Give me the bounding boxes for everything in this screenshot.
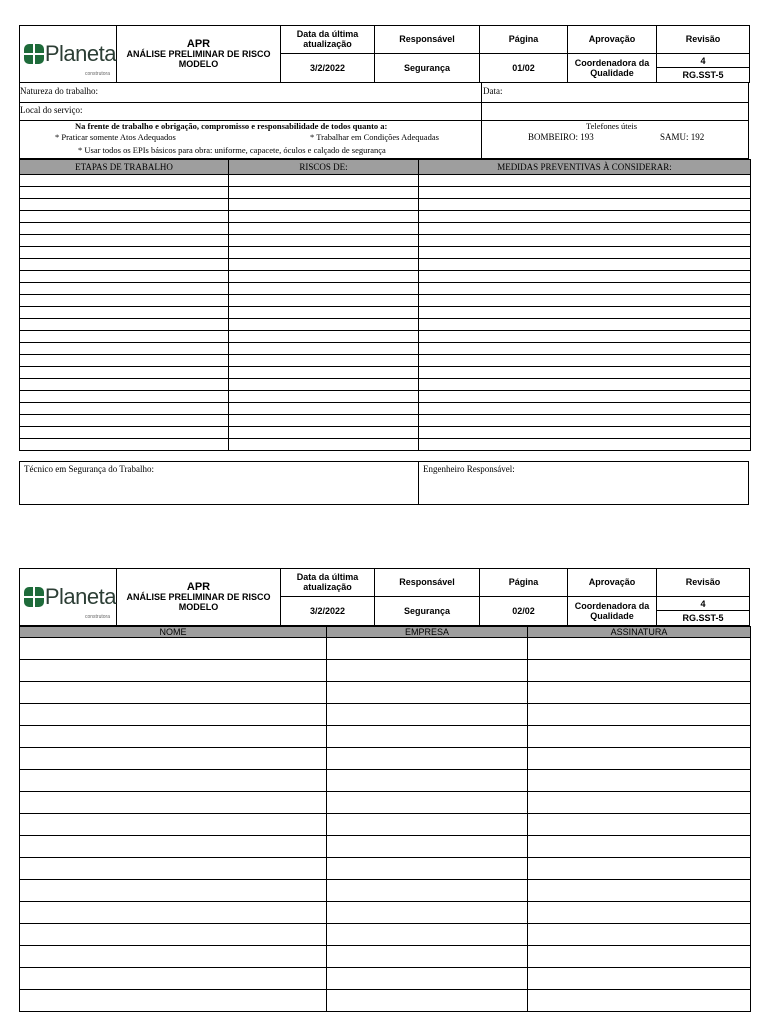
logo-mark-icon — [24, 44, 41, 64]
table-cell[interactable] — [327, 814, 528, 836]
header-page-1 — [19, 25, 750, 83]
table-cell[interactable] — [327, 682, 528, 704]
bombeiro-phone: BOMBEIRO: 193 — [528, 132, 594, 142]
table-cell[interactable] — [229, 175, 419, 187]
table-cell[interactable] — [419, 367, 751, 379]
logo-wordmark: Planeta — [44, 41, 116, 66]
aprovacao-label: Aprovação — [568, 26, 657, 54]
table-row — [20, 638, 751, 660]
table-cell[interactable] — [20, 858, 327, 880]
table-row — [20, 187, 751, 199]
table-cell[interactable] — [20, 379, 229, 391]
table-cell[interactable] — [419, 307, 751, 319]
table-cell[interactable] — [229, 379, 419, 391]
revisao-label: Revisão — [657, 569, 750, 597]
local-label: Local do serviço: — [20, 105, 83, 115]
table-cell[interactable] — [229, 391, 419, 403]
table-cell[interactable] — [20, 235, 229, 247]
obrigacao-item-1: * Praticar somente Atos Adequados — [55, 132, 176, 142]
natureza-row — [19, 83, 749, 103]
table-row — [20, 211, 751, 223]
telefones-title: Telefones úteis — [586, 121, 638, 131]
table-row — [20, 199, 751, 211]
table-row — [20, 770, 751, 792]
table-cell[interactable] — [419, 247, 751, 259]
table-cell[interactable] — [419, 439, 751, 451]
aprovacao-label: Aprovação — [568, 569, 657, 597]
engenheiro-signature-box[interactable] — [418, 461, 749, 505]
table-row — [20, 175, 751, 187]
table-row — [20, 836, 751, 858]
table-cell[interactable] — [528, 968, 751, 990]
table-cell[interactable] — [20, 638, 327, 660]
table-row — [20, 660, 751, 682]
table-cell[interactable] — [419, 319, 751, 331]
table-cell[interactable] — [327, 990, 528, 1012]
responsavel-value: Segurança — [375, 596, 480, 625]
table-row — [20, 704, 751, 726]
table-cell[interactable] — [419, 295, 751, 307]
obrigacao-item-3: * Usar todos os EPIs básicos para obra: uniforme, capacete, óculos e calçado de segurança — [78, 145, 386, 155]
table-row — [20, 814, 751, 836]
table-row — [20, 295, 751, 307]
logo — [20, 569, 117, 626]
table-cell[interactable] — [20, 331, 229, 343]
table-cell[interactable] — [229, 235, 419, 247]
document-title: APR ANÁLISE PRELIMINAR DE RISCO MODELO — [117, 569, 281, 626]
table-row — [20, 391, 751, 403]
table-row — [20, 223, 751, 235]
table-row — [20, 902, 751, 924]
table-cell[interactable] — [229, 211, 419, 223]
table-row — [20, 792, 751, 814]
table-cell[interactable] — [20, 283, 229, 295]
table-cell[interactable] — [528, 660, 751, 682]
table-cell[interactable] — [229, 247, 419, 259]
table-cell[interactable] — [528, 704, 751, 726]
table-cell[interactable] — [20, 199, 229, 211]
table-row — [20, 367, 751, 379]
table-cell[interactable] — [327, 748, 528, 770]
table-cell[interactable] — [20, 946, 327, 968]
table-cell[interactable] — [20, 902, 327, 924]
table-cell[interactable] — [528, 792, 751, 814]
table-cell[interactable] — [327, 858, 528, 880]
table-cell[interactable] — [419, 223, 751, 235]
table-cell[interactable] — [229, 295, 419, 307]
engenheiro-label: Engenheiro Responsável: — [423, 464, 515, 474]
date-label: Data da última atualização — [281, 26, 375, 54]
table-cell[interactable] — [20, 968, 327, 990]
table-row — [20, 343, 751, 355]
table-cell[interactable] — [419, 403, 751, 415]
samu-phone: SAMU: 192 — [660, 132, 705, 142]
table-cell[interactable] — [20, 367, 229, 379]
table-cell[interactable] — [419, 331, 751, 343]
table-cell[interactable] — [229, 187, 419, 199]
table-cell[interactable] — [327, 902, 528, 924]
table-cell[interactable] — [229, 403, 419, 415]
table-cell[interactable] — [327, 770, 528, 792]
table-cell[interactable] — [419, 271, 751, 283]
table-cell[interactable] — [20, 682, 327, 704]
responsavel-label: Responsável — [375, 569, 480, 597]
table-cell[interactable] — [327, 946, 528, 968]
table-cell[interactable] — [229, 355, 419, 367]
logo-subtitle: construtora — [84, 71, 110, 77]
table-cell[interactable] — [229, 367, 419, 379]
table-cell[interactable] — [419, 211, 751, 223]
column-medidas: MEDIDAS PREVENTIVAS À CONSIDERAR: — [419, 160, 751, 175]
table-cell[interactable] — [229, 199, 419, 211]
table-cell[interactable] — [528, 990, 751, 1012]
date-value: 3/2/2022 — [281, 596, 375, 625]
table-row — [20, 259, 751, 271]
table-cell[interactable] — [528, 946, 751, 968]
date-value: 3/2/2022 — [281, 53, 375, 82]
table-row — [20, 968, 751, 990]
table-cell[interactable] — [419, 355, 751, 367]
table-cell[interactable] — [528, 814, 751, 836]
document-code: RG.SST-5 — [657, 611, 750, 626]
table-cell[interactable] — [419, 187, 751, 199]
table-cell[interactable] — [419, 379, 751, 391]
table-cell[interactable] — [528, 880, 751, 902]
table-cell[interactable] — [20, 187, 229, 199]
table-cell[interactable] — [419, 415, 751, 427]
table-row — [20, 439, 751, 451]
table-cell[interactable] — [419, 175, 751, 187]
pagina-value: 01/02 — [480, 53, 568, 82]
table-cell[interactable] — [20, 439, 229, 451]
table-row — [20, 924, 751, 946]
aprovacao-value: Coordenadora da Qualidade — [568, 53, 657, 82]
table-row — [20, 319, 751, 331]
table-cell[interactable] — [20, 403, 229, 415]
table-cell[interactable] — [528, 638, 751, 660]
table-row — [20, 283, 751, 295]
table-cell[interactable] — [20, 355, 229, 367]
attendance-table — [19, 626, 751, 1012]
table-cell[interactable] — [229, 283, 419, 295]
table-row — [20, 946, 751, 968]
data-label: Data: — [483, 86, 503, 96]
table-row — [20, 726, 751, 748]
table-row — [20, 748, 751, 770]
obrigacao-title: Na frente de trabalho e obrigação, compromisso e responsabilidade de todos quanto a: — [75, 121, 388, 131]
table-cell[interactable] — [229, 223, 419, 235]
table-cell[interactable] — [419, 235, 751, 247]
table-row — [20, 427, 751, 439]
table-cell[interactable] — [528, 858, 751, 880]
table-cell[interactable] — [20, 319, 229, 331]
table-cell[interactable] — [528, 682, 751, 704]
document-title: APR ANÁLISE PRELIMINAR DE RISCO MODELO — [117, 26, 281, 83]
table-cell[interactable] — [327, 836, 528, 858]
column-empresa: EMPRESA — [327, 627, 528, 638]
table-cell[interactable] — [327, 924, 528, 946]
table-cell[interactable] — [327, 660, 528, 682]
table-cell[interactable] — [20, 247, 229, 259]
table-cell[interactable] — [327, 968, 528, 990]
table-cell[interactable] — [327, 880, 528, 902]
table-cell[interactable] — [20, 924, 327, 946]
logo-subtitle: construtora — [84, 614, 110, 620]
table-cell[interactable] — [20, 748, 327, 770]
table-cell[interactable] — [327, 726, 528, 748]
table-row — [20, 682, 751, 704]
table-row — [20, 235, 751, 247]
table-row — [20, 990, 751, 1012]
pagina-value: 02/02 — [480, 596, 568, 625]
table-cell[interactable] — [20, 307, 229, 319]
table-cell[interactable] — [419, 391, 751, 403]
table-cell[interactable] — [20, 726, 327, 748]
revisao-value: 4 — [657, 53, 750, 68]
table-cell[interactable] — [20, 814, 327, 836]
table-cell[interactable] — [419, 259, 751, 271]
table-cell[interactable] — [20, 259, 229, 271]
table-cell[interactable] — [229, 307, 419, 319]
table-cell[interactable] — [528, 748, 751, 770]
table-row — [20, 355, 751, 367]
revisao-value: 4 — [657, 596, 750, 611]
local-row — [19, 103, 749, 121]
responsavel-value: Segurança — [375, 53, 480, 82]
table-cell[interactable] — [327, 792, 528, 814]
table-row — [20, 415, 751, 427]
table-row — [20, 858, 751, 880]
table-cell[interactable] — [20, 770, 327, 792]
tecnico-signature-box[interactable] — [19, 461, 419, 505]
header-page-2 — [19, 568, 750, 626]
table-cell[interactable] — [229, 319, 419, 331]
table-cell[interactable] — [229, 427, 419, 439]
table-cell[interactable] — [20, 271, 229, 283]
obrigacao-row — [19, 121, 749, 159]
pagina-label: Página — [480, 26, 568, 54]
table-cell[interactable] — [528, 836, 751, 858]
table-row — [20, 247, 751, 259]
logo-wordmark: Planeta — [44, 584, 116, 609]
table-cell[interactable] — [229, 415, 419, 427]
natureza-label: Natureza do trabalho: — [20, 86, 98, 96]
table-cell[interactable] — [419, 199, 751, 211]
table-cell[interactable] — [20, 343, 229, 355]
table-cell[interactable] — [327, 704, 528, 726]
risk-table — [19, 159, 751, 451]
table-row — [20, 403, 751, 415]
date-label: Data da última atualização — [281, 569, 375, 597]
table-cell[interactable] — [528, 924, 751, 946]
obrigacao-item-2: * Trabalhar em Condições Adequadas — [310, 132, 439, 142]
table-row — [20, 379, 751, 391]
table-cell[interactable] — [528, 902, 751, 924]
aprovacao-value: Coordenadora da Qualidade — [568, 596, 657, 625]
table-cell[interactable] — [20, 660, 327, 682]
table-row — [20, 880, 751, 902]
revisao-label: Revisão — [657, 26, 750, 54]
table-cell[interactable] — [229, 259, 419, 271]
responsavel-label: Responsável — [375, 26, 480, 54]
column-riscos: RISCOS DE: — [229, 160, 419, 175]
tecnico-label: Técnico em Segurança do Trabalho: — [24, 464, 154, 474]
table-cell[interactable] — [20, 295, 229, 307]
logo-mark-icon — [24, 587, 41, 607]
table-cell[interactable] — [229, 439, 419, 451]
table-cell[interactable] — [20, 211, 229, 223]
table-cell[interactable] — [20, 990, 327, 1012]
column-nome: NOME — [20, 627, 327, 638]
table-cell[interactable] — [20, 792, 327, 814]
table-cell[interactable] — [229, 271, 419, 283]
table-cell[interactable] — [229, 343, 419, 355]
table-cell[interactable] — [20, 391, 229, 403]
logo — [20, 26, 117, 83]
table-cell[interactable] — [419, 427, 751, 439]
table-cell[interactable] — [20, 427, 229, 439]
table-row — [20, 307, 751, 319]
table-cell[interactable] — [20, 880, 327, 902]
table-cell[interactable] — [20, 415, 229, 427]
table-cell[interactable] — [20, 175, 229, 187]
table-cell[interactable] — [528, 726, 751, 748]
document-code: RG.SST-5 — [657, 68, 750, 83]
table-cell[interactable] — [327, 638, 528, 660]
table-row — [20, 331, 751, 343]
table-cell[interactable] — [419, 283, 751, 295]
table-cell[interactable] — [229, 331, 419, 343]
column-assinatura: ASSINATURA — [528, 627, 751, 638]
table-cell[interactable] — [20, 223, 229, 235]
table-cell[interactable] — [419, 343, 751, 355]
table-row — [20, 271, 751, 283]
table-cell[interactable] — [20, 704, 327, 726]
pagina-label: Página — [480, 569, 568, 597]
table-cell[interactable] — [20, 836, 327, 858]
table-cell[interactable] — [528, 770, 751, 792]
column-etapas: ETAPAS DE TRABALHO — [20, 160, 229, 175]
